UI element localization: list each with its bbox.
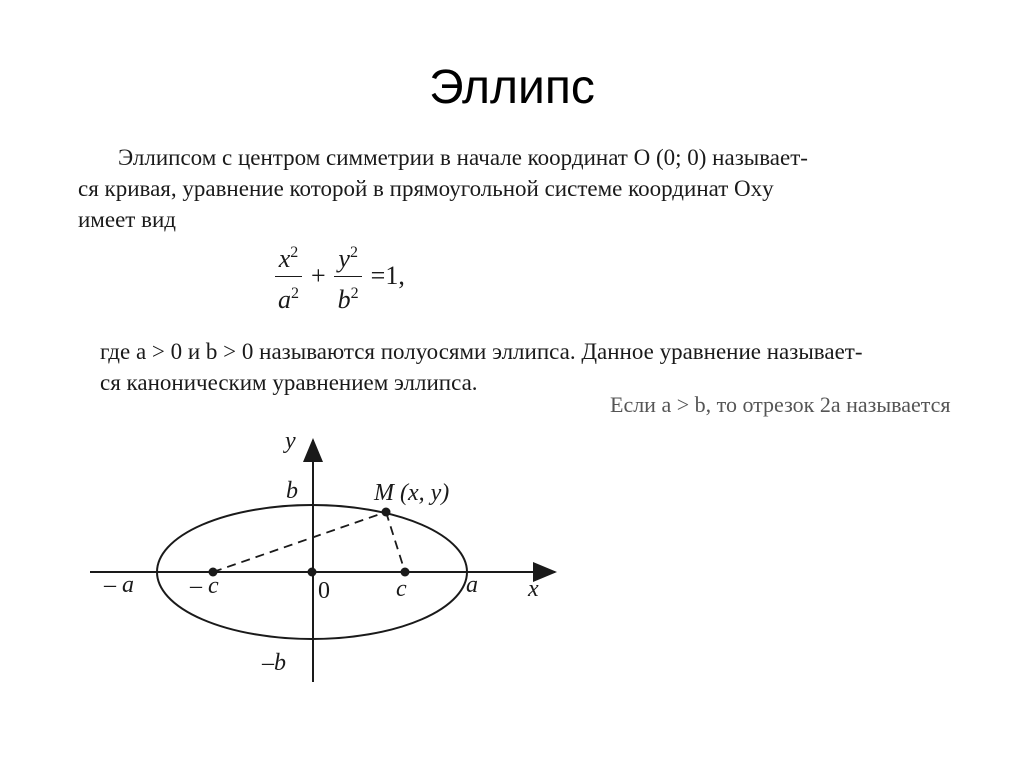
power: 2: [291, 284, 299, 302]
minus-c-label: – c: [190, 573, 219, 599]
origin-point: [308, 568, 317, 577]
y-axis-label: y: [285, 428, 296, 454]
focal-line-right: [386, 512, 405, 572]
cut-off-text: [610, 392, 990, 417]
explanation-paragraph: [100, 336, 1000, 398]
definition-paragraph: [78, 142, 958, 235]
explanation-line-2: ся каноническим уравнением эллипса.: [100, 370, 478, 395]
a-label: a: [466, 572, 478, 598]
power: 2: [349, 243, 358, 261]
x-axis-label: x: [528, 576, 539, 602]
explanation-line-1: где a > 0 и b > 0 называются полуосями эллипса. Данное уравнение называет-: [100, 339, 863, 364]
cut-off-line: Если a > b, то отрезок 2a называется: [610, 392, 951, 417]
fraction-x-over-a: [274, 238, 303, 315]
definition-line-3: имеет вид: [78, 207, 176, 232]
definition-line-2: ся кривая, уравнение которой в прямоугольной системе координат Oxy: [78, 176, 774, 201]
focal-line-left: [213, 512, 386, 572]
plus-sign: +: [311, 261, 326, 290]
minus-a-label: – a: [104, 572, 134, 598]
slide-title: Эллипс: [429, 61, 595, 114]
point-m-label: M (x, y): [374, 480, 450, 506]
equals-one: =1,: [370, 261, 405, 290]
power: 2: [290, 243, 299, 261]
b-symbol: b: [337, 284, 351, 314]
origin-label: 0: [318, 578, 330, 604]
c-label: c: [396, 576, 407, 602]
fraction-y-over-b: [334, 238, 363, 315]
minus-b-label: –b: [262, 650, 286, 676]
definition-line-1: Эллипсом с центром симметрии в начале координат O (0; 0) называет-: [118, 145, 808, 170]
a-symbol: a: [278, 284, 291, 314]
point-m: [382, 508, 391, 517]
b-label: b: [286, 478, 298, 504]
power: 2: [350, 284, 359, 302]
canonical-equation: [270, 236, 409, 316]
x-symbol: x: [278, 243, 291, 273]
y-symbol: y: [338, 243, 350, 273]
ellipse-diagram: [0, 420, 1024, 700]
